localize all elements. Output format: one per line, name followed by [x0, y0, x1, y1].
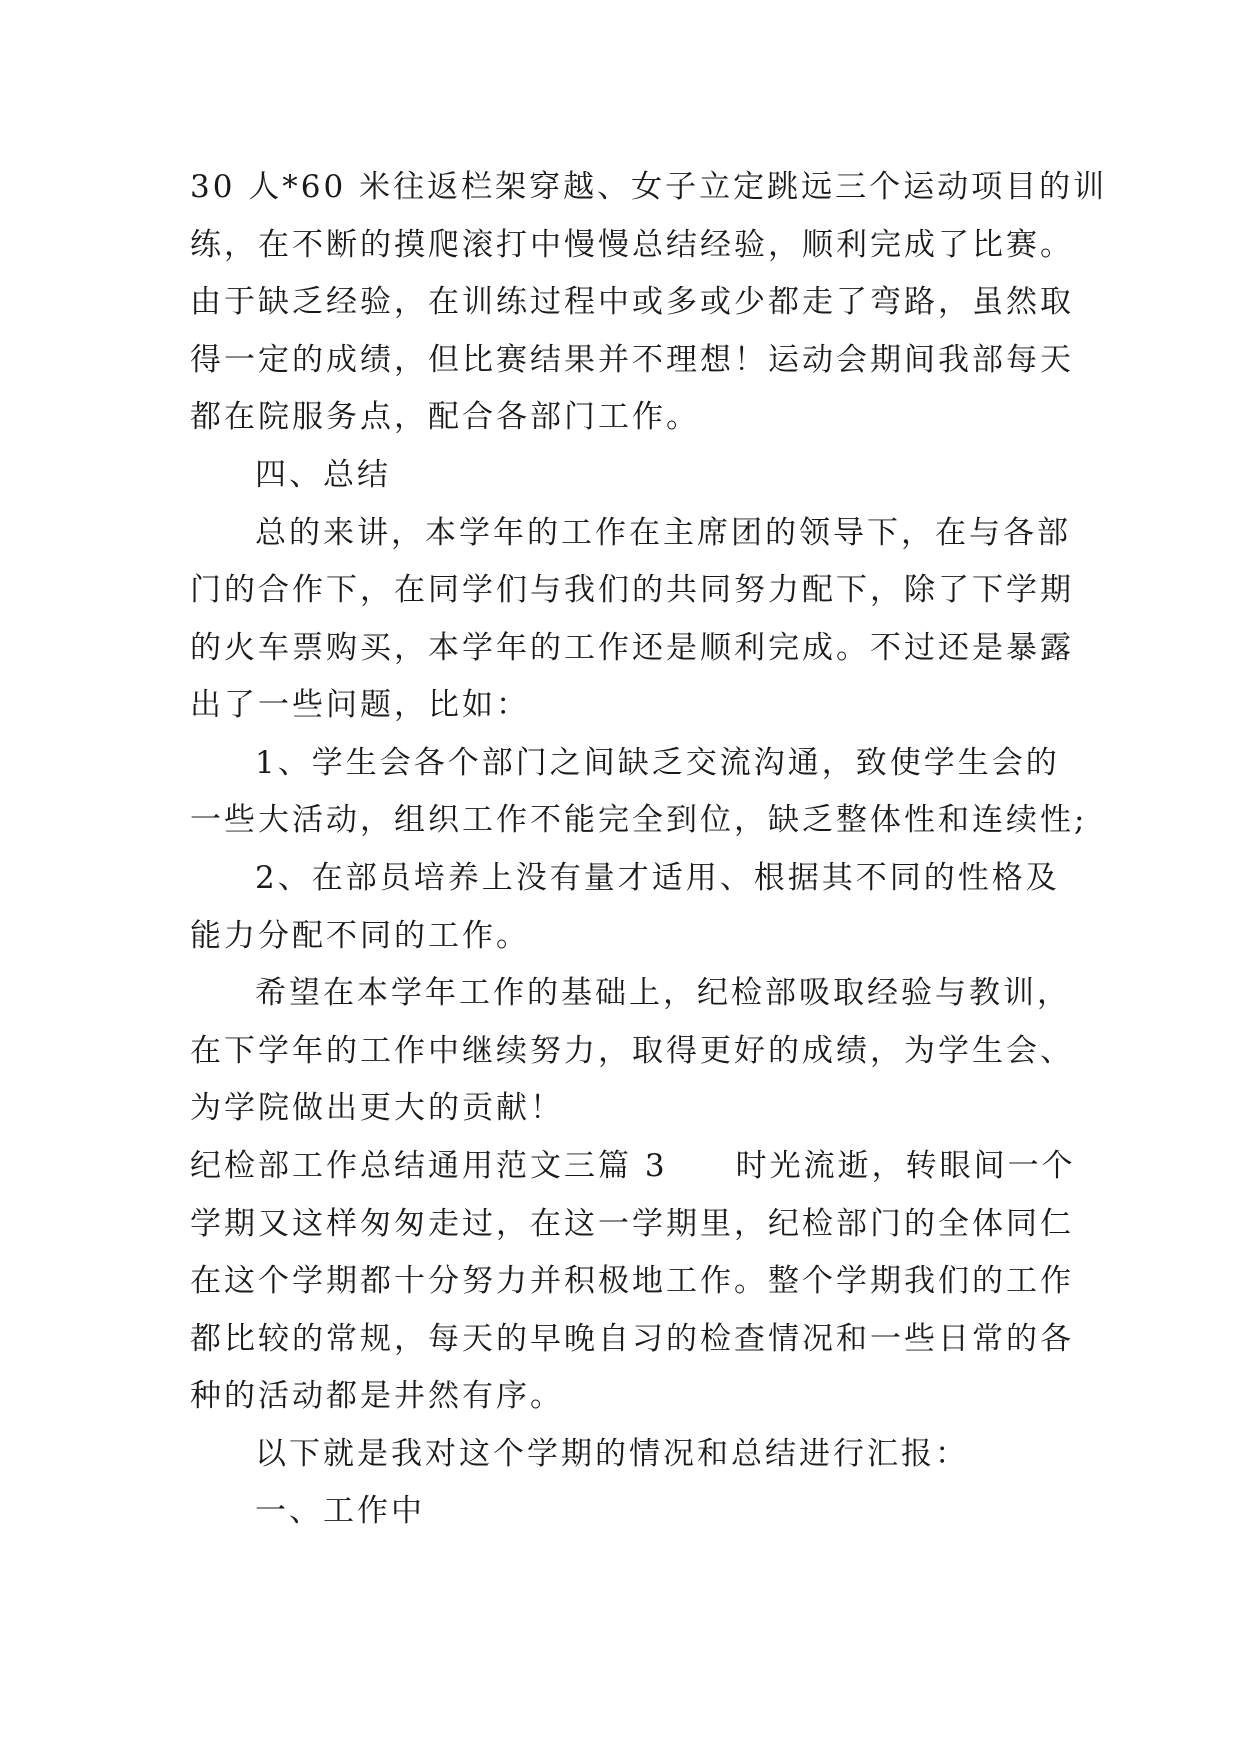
text-line: 学期又这样匆匆走过，在这一学期里，纪检部门的全体同仁 [190, 1206, 1074, 1242]
text-line: 种的活动都是井然有序。 [190, 1378, 564, 1414]
list-item: 2、在部员培养上没有量才适用、根据其不同的性格及 [255, 860, 1060, 896]
text-line: 出了一些问题，比如： [190, 687, 530, 723]
text-line: 在下学年的工作中继续努力，取得更好的成绩，为学生会、 [190, 1033, 1074, 1069]
text-line: 总的来讲，本学年的工作在主席团的领导下，在与各部 [255, 515, 1071, 551]
text-line: 门的合作下，在同学们与我们的共同努力配下，除了下学期 [190, 572, 1074, 608]
text-line: 能力分配不同的工作。 [190, 918, 530, 954]
text-line: 为学院做出更大的贡献！ [190, 1090, 564, 1126]
text-line: 由于缺乏经验，在训练过程中或多或少都走了弯路，虽然取 [190, 284, 1074, 320]
document-title: 纪检部工作总结通用范文三篇 3 时光流逝，转眼间一个 [190, 1148, 1076, 1184]
text-line: 以下就是我对这个学期的情况和总结进行汇报： [255, 1436, 969, 1472]
text-line: 希望在本学年工作的基础上，纪检部吸取经验与教训， [255, 975, 1071, 1011]
text-line: 在这个学期都十分努力并积极地工作。整个学期我们的工作 [190, 1263, 1074, 1299]
text-line: 得一定的成绩，但比赛结果并不理想！运动会期间我部每天 [190, 342, 1074, 378]
text-line: 都比较的常规，每天的早晚自习的检查情况和一些日常的各 [190, 1321, 1074, 1357]
text-line: 练，在不断的摸爬滚打中慢慢总结经验，顺利完成了比赛。 [190, 227, 1074, 263]
section-heading: 四、总结 [255, 457, 391, 493]
list-item: 1、学生会各个部门之间缺乏交流沟通，致使学生会的 [255, 745, 1060, 781]
text-line: 的火车票购买，本学年的工作还是顺利完成。不过还是暴露 [190, 630, 1074, 666]
section-heading: 一、工作中 [255, 1493, 425, 1529]
text-line: 30 人*60 米往返栏架穿越、女子立定跳远三个运动项目的训 [190, 169, 1108, 205]
text-line: 都在院服务点，配合各部门工作。 [190, 399, 700, 435]
text-line: 一些大活动，组织工作不能完全到位，缺乏整体性和连续性; [190, 802, 1088, 838]
